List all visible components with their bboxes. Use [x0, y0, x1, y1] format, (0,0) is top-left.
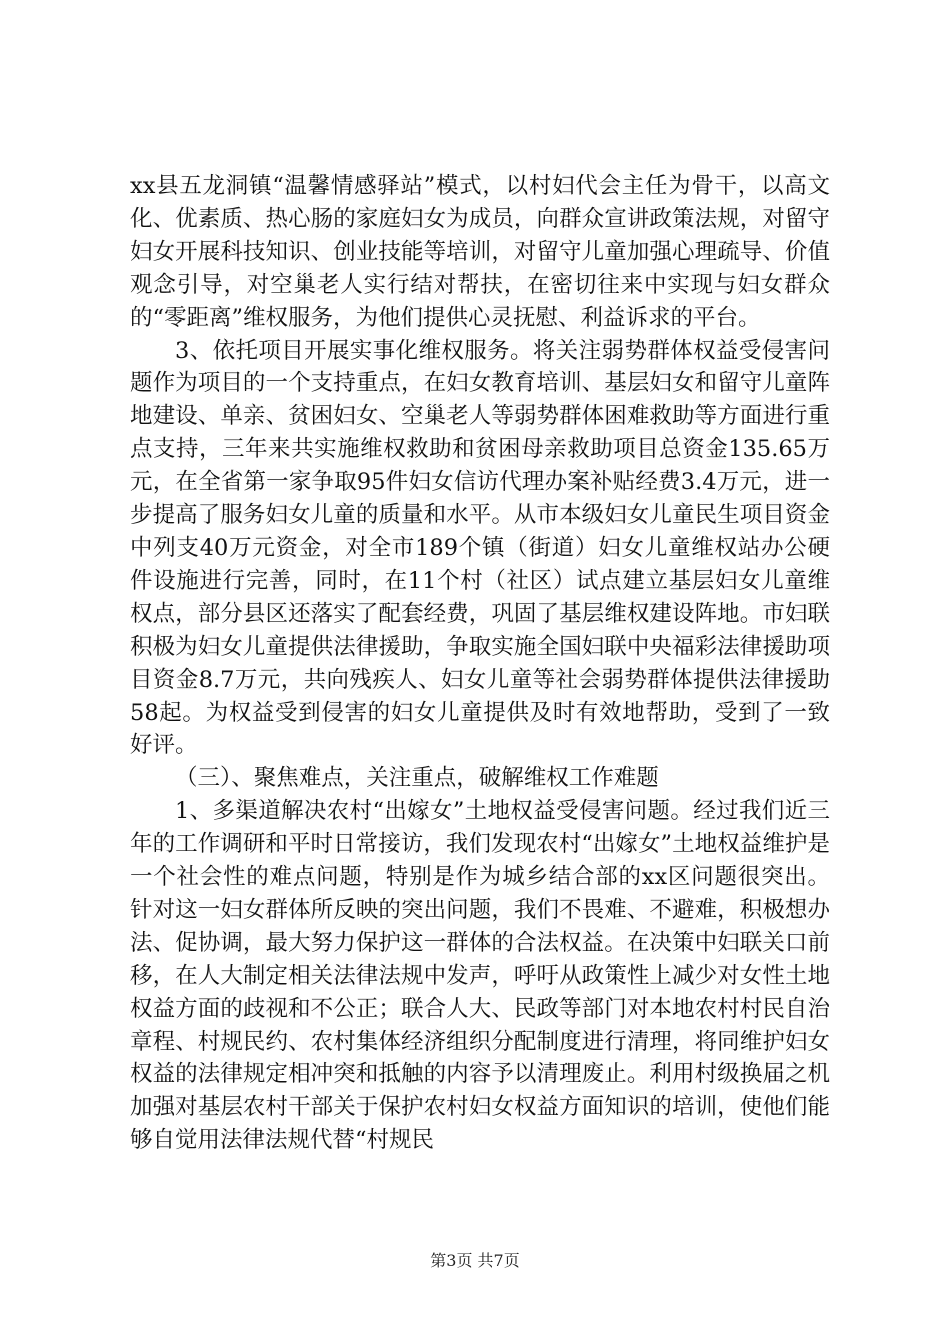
page-number-footer: 第3页 共7页 [430, 1251, 520, 1270]
document-body [130, 170, 830, 1157]
paragraph-continuation: xx县五龙洞镇“温馨情感驿站”模式，以村妇代会主任为骨干，以高文化、优素质、热心肠的家庭妇女为成员，向群众宣讲政策法规，对留守妇女开展科技知识、创业技能等培训，对留守儿童加强心理疏导、价值观念引导，对空巢老人实行结对帮扶，在密切往来中实现与妇女群众的“零距离”维权服务，为他们提供心灵抚慰、利益诉求的平台。 [130, 173, 830, 331]
paragraph-item-1: 1、多渠道解决农村“出嫁女”土地权益受侵害问题。经过我们近三年的工作调研和平时日常接访，我们发现农村“出嫁女”土地权益维护是一个社会性的难点问题，特别是作为城乡结合部的xx区问题很突出。针对这一妇女群体所反映的突出问题，我们不畏难、不避难，积极想办法、促协调，最大努力保护这一群体的合法权益。在决策中妇联关口前移，在人大制定相关法律法规中发声，呼吁从政策性上减少对女性土地权益方面的歧视和不公正；联合人大、民政等部门对本地农村村民自治章程、村规民约、农村集体经济组织分配制度进行清理，将同维护妇女权益的法律规定相冲突和抵触的内容予以清理废止。利用村级换届之机加强对基层农村干部关于保护农村妇女权益方面知识的培训，使他们能够自觉用法律法规代替“村规民 [130, 798, 830, 1154]
paragraph-item-3: 3、依托项目开展实事化维权服务。将关注弱势群体权益受侵害问题作为项目的一个支持重点，在妇女教育培训、基层妇女和留守儿童阵地建设、单亲、贫困妇女、空巢老人等弱势群体困难救助等方面进行重点支持，三年来共实施维权救助和贫困母亲救助项目总资金135.65万元，在全省第一家争取95件妇女信访代理办案补贴经费3.4万元，进一步提高了服务妇女儿童的质量和水平。从市本级妇女儿童民生项目资金中列支40万元资金，对全市189个镇（街道）妇女儿童维权站办公硬件设施进行完善，同时，在11个村（社区）试点建立基层妇女儿童维权点，部分县区还落实了配套经费，巩固了基层维权建设阵地。市妇联积极为妇女儿童提供法律援助，争取实施全国妇联中央福彩法律援助项目资金8.7万元，共向残疾人、妇女儿童等社会弱势群体提供法律援助58起。为权益受到侵害的妇女儿童提供及时有效地帮助，受到了一致好评。 [130, 337, 830, 759]
section-heading: （三）、聚焦难点，关注重点，破解维权工作难题 [175, 765, 659, 792]
